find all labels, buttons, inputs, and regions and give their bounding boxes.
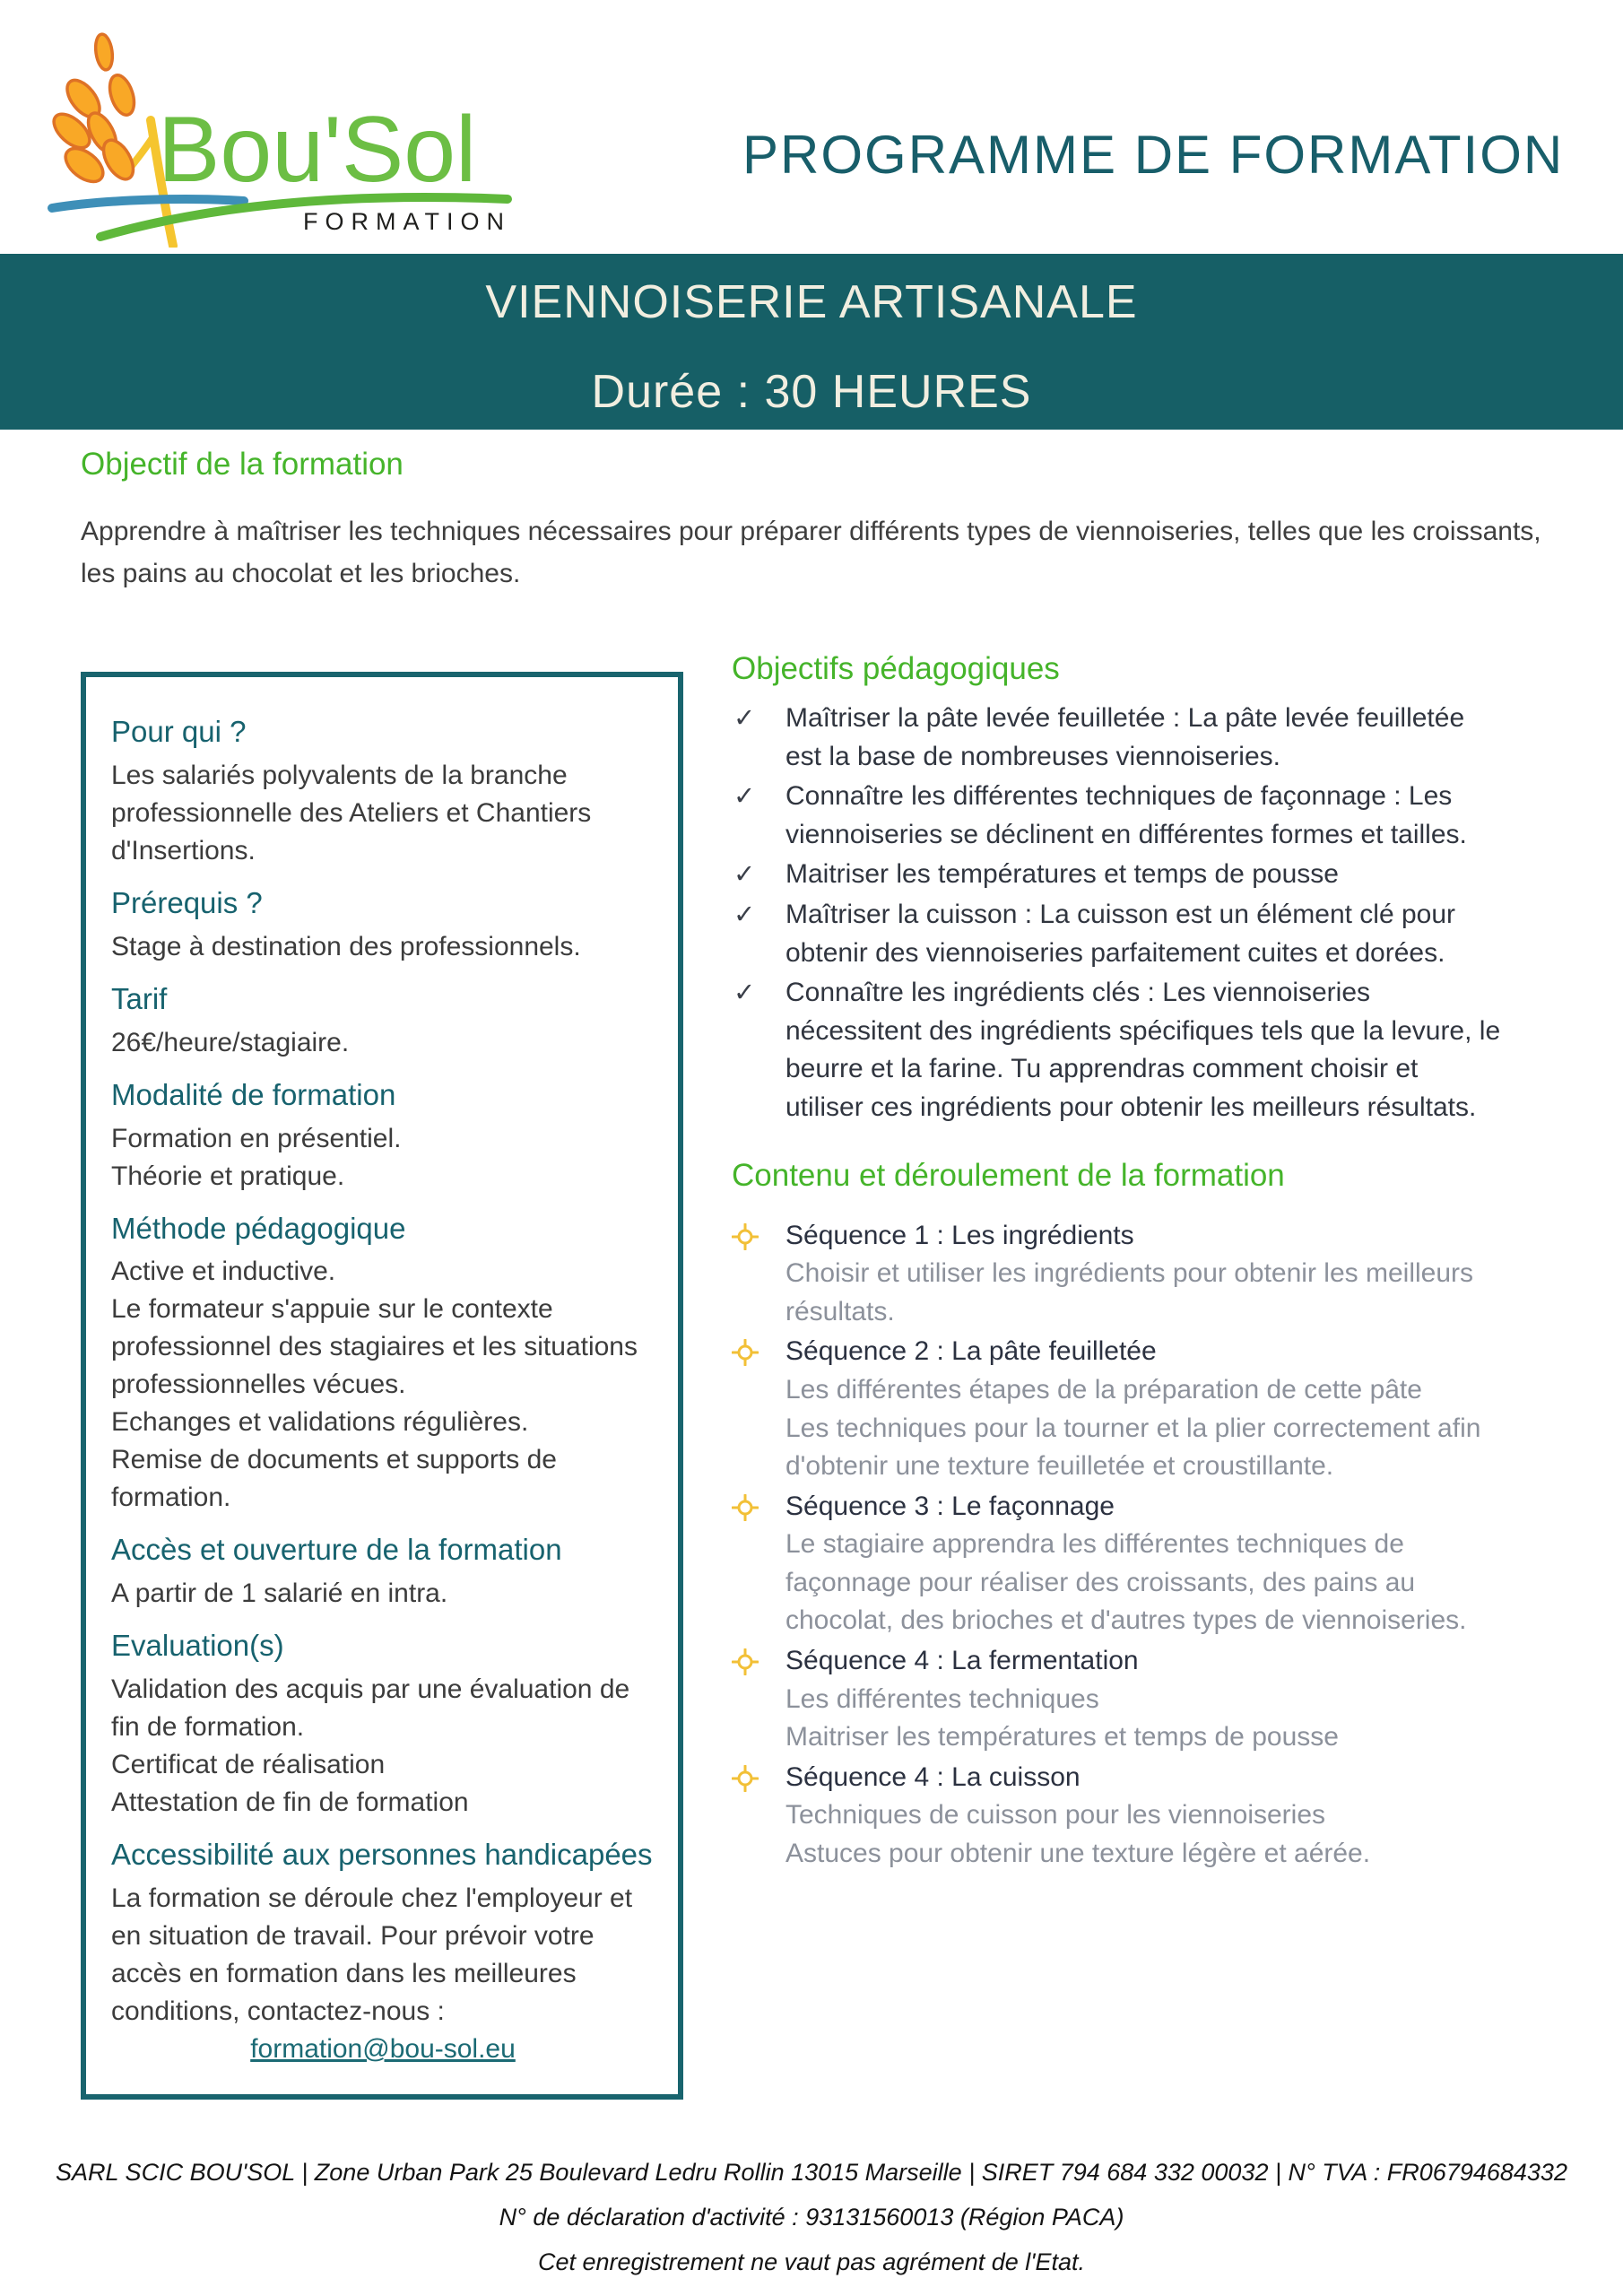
check-icon: ✓ xyxy=(733,782,756,812)
section-text: Théorie et pratique. xyxy=(111,1161,345,1191)
section-methode xyxy=(111,1210,655,1518)
objective-heading: Objectif de la formation xyxy=(81,447,404,482)
section-text: 26€/heure/stagiaire. xyxy=(111,1027,350,1057)
section-text: Active et inductive. xyxy=(111,1257,336,1287)
sequence-block xyxy=(732,1642,1494,1757)
sequence-detail: Astuces pour obtenir une texture légère et aérée. xyxy=(785,1839,1371,1869)
section-title: Accès et ouverture de la formation xyxy=(111,1533,562,1567)
section-text: Certificat de réalisation xyxy=(111,1750,386,1780)
objective-item-text: Maîtriser la cuisson : La cuisson est un élément clé pour obtenir des viennoiseries parfaitement cuites et dorées. xyxy=(785,899,1456,968)
section-evaluation xyxy=(111,1627,655,1822)
sequence-block xyxy=(732,1333,1494,1485)
logo-brand-text: Bou'Sol xyxy=(158,98,477,202)
section-title: Evaluation(s) xyxy=(111,1629,284,1663)
section-text: A partir de 1 salarié en intra. xyxy=(111,1578,448,1609)
course-banner xyxy=(0,254,1623,430)
course-title: VIENNOISERIE ARTISANALE xyxy=(485,276,1138,328)
section-accessibilite xyxy=(111,1836,655,2068)
section-title: Modalité de formation xyxy=(111,1077,396,1111)
target-bullet-icon xyxy=(732,1339,759,1366)
section-title: Prérequis ? xyxy=(111,885,263,919)
check-icon: ✓ xyxy=(733,860,756,890)
section-text: Attestation de fin de formation xyxy=(111,1787,469,1818)
objective-item-text: Maitriser les températures et temps de pousse xyxy=(785,859,1339,890)
sequence-title: Séquence 4 : La cuisson xyxy=(785,1761,1081,1792)
sequence-title: Séquence 4 : La fermentation xyxy=(785,1646,1139,1676)
sequence-detail: Les différentes étapes de la préparation de cette pâte xyxy=(785,1374,1422,1405)
info-box xyxy=(81,672,683,2100)
document-title: PROGRAMME DE FORMATION xyxy=(742,125,1565,185)
sequence-block xyxy=(732,1217,1494,1332)
sequence-detail: Les techniques pour la tourner et la plier correctement afin d'obtenir une texture feuilletée et croustillante. xyxy=(785,1413,1481,1482)
target-bullet-icon xyxy=(732,1494,759,1521)
objective-item xyxy=(732,896,1503,972)
section-text: Le formateur s'appuie sur le contexte professionnel des stagiaires et les situations professionnelles vécues. xyxy=(111,1294,638,1400)
wheat-icon xyxy=(48,33,173,246)
check-icon: ✓ xyxy=(733,900,756,929)
section-title: Pour qui ? xyxy=(111,715,247,748)
logo-sub-text: FORMATION xyxy=(303,208,511,235)
sequence-detail: Techniques de cuisson pour les viennoiseries xyxy=(785,1800,1326,1831)
target-bullet-icon xyxy=(732,1223,759,1250)
objective-item xyxy=(732,974,1503,1126)
sequence-title: Séquence 1 : Les ingrédients xyxy=(785,1220,1134,1250)
section-text: Les salariés polyvalents de la branche professionnelle des Ateliers et Chantiers d'Insertions. xyxy=(111,760,592,865)
sequence-detail: Le stagiaire apprendra les différentes techniques de façonnage pour réaliser des croissants, des pains au chocolat, des brioches et d'autres types de viennoiseries. xyxy=(785,1529,1467,1636)
footer-line: SARL SCIC BOU'SOL | Zone Urban Park 25 Boulevard Ledru Rollin 13015 Marseille | SIRET 794 684 332 00032 | N° TVA : FR06794684332 xyxy=(56,2159,1567,2186)
section-text: Validation des acquis par une évaluation de fin de formation. xyxy=(111,1674,630,1743)
legal-footer xyxy=(0,2151,1623,2285)
objective-item xyxy=(732,856,1503,894)
section-text: Remise de documents et supports de formation. xyxy=(111,1445,557,1513)
right-column xyxy=(732,651,1543,1875)
sequence-block xyxy=(732,1488,1494,1640)
target-bullet-icon xyxy=(732,1648,759,1675)
objective-item-text: Connaître les différentes techniques de façonnage : Les viennoiseries se déclinent en différentes formes et tailles. xyxy=(785,781,1467,849)
section-prerequis xyxy=(111,884,655,966)
section-modalite xyxy=(111,1076,655,1196)
objective-item-text: Maîtriser la pâte levée feuilletée : La pâte levée feuilletée est la base de nombreuses viennoiseries. xyxy=(785,703,1465,771)
section-tarif xyxy=(111,980,655,1062)
content-heading: Contenu et déroulement de la formation xyxy=(732,1157,1285,1193)
sequence-title: Séquence 3 : Le façonnage xyxy=(785,1491,1115,1521)
footer-line: Cet enregistrement ne vaut pas agrément de l'Etat. xyxy=(538,2248,1085,2275)
section-pour-qui xyxy=(111,713,655,870)
bousol-logo xyxy=(45,22,529,248)
section-title: Tarif xyxy=(111,981,168,1015)
course-duration: Durée : 30 HEURES xyxy=(591,366,1032,418)
section-acces xyxy=(111,1531,655,1613)
section-text: Formation en présentiel. xyxy=(111,1123,402,1153)
contact-email-link[interactable]: formation@bou-sol.eu xyxy=(250,2034,516,2065)
section-title: Méthode pédagogique xyxy=(111,1211,406,1245)
sequence-block xyxy=(732,1759,1494,1874)
objective-item xyxy=(732,700,1503,776)
objective-text: Apprendre à maîtriser les techniques nécessaires pour préparer différents types de viennoiseries, telles que les croissants, les pains au chocolat et les brioches. xyxy=(81,517,1541,588)
sequence-detail: Maitriser les températures et temps de pousse xyxy=(785,1722,1339,1752)
check-icon: ✓ xyxy=(733,978,756,1008)
objective-item xyxy=(732,778,1503,854)
contact-email-row xyxy=(111,2031,655,2068)
objectives-list xyxy=(732,700,1543,1127)
sequence-detail: Choisir et utiliser les ingrédients pour obtenir les meilleurs résultats. xyxy=(785,1258,1474,1326)
section-text: La formation se déroule chez l'employeur et en situation de travail. Pour prévoir votre accès en formation dans les meilleures conditions, contactez-nous : xyxy=(111,1883,633,2027)
section-title: Accessibilité aux personnes handicapées xyxy=(111,1838,653,1872)
check-icon: ✓ xyxy=(733,704,756,733)
sequence-title: Séquence 2 : La pâte feuilletée xyxy=(785,1336,1157,1367)
objective-item-text: Connaître les ingrédients clés : Les viennoiseries nécessitent des ingrédients spécifiques tels que la levure, le beurre et la farine. Tu apprendras comment choisir et utiliser ces ingrédients pour obtenir les meilleurs résultats. xyxy=(785,978,1501,1122)
objectives-heading: Objectifs pédagogiques xyxy=(732,651,1060,686)
target-bullet-icon xyxy=(732,1765,759,1792)
section-text: Stage à destination des professionnels. xyxy=(111,931,581,961)
section-text: Echanges et validations régulières. xyxy=(111,1407,529,1438)
sequence-detail: Les différentes techniques xyxy=(785,1683,1099,1714)
footer-line: N° de déclaration d'activité : 93131560013 (Région PACA) xyxy=(499,2203,1124,2231)
